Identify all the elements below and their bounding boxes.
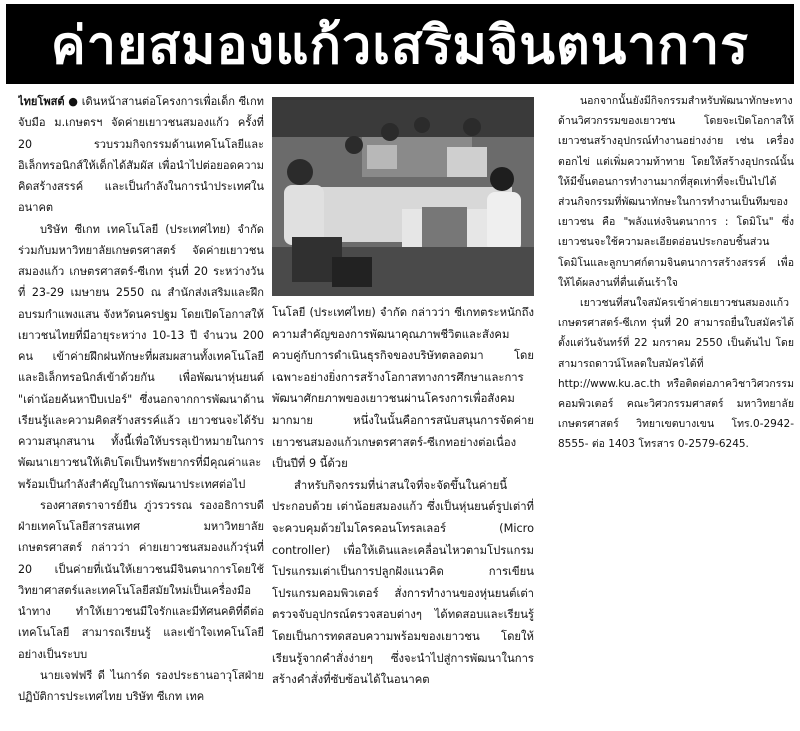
paragraph: เยาวชนที่สนใจสมัครเข้าค่ายเยาวชนสมองแก้ว เกษตรศาสตร์-ซีเกท รุ่นที่ 20 สามารถยื่นใบสมัครได้ตั้งแต่วันจันทร์ที่ 22 มกราคม 2550 เป็นต้นไป โดยสามารถดาวน์โหลดใบสมัครได้ที่ http://www.ku.ac.th หรือติดต่อภาควิชาวิศวกรรมคอมพิวเตอร์ คณะวิศวกรรมศาสตร์ มหาวิทยาลัยเกษตรศาสตร์ วิทยาเขตบางเขน โทร.0-2942-8555- ต่อ 1403 โทรสาร 0-2579-6245.: [558, 297, 794, 451]
article-column-1: [18, 91, 264, 727]
headline: ค่ายสมองแก้วเสริมจินตนาการ: [50, 15, 750, 76]
headline-banner: [6, 4, 794, 84]
paragraph: สำหรับกิจกรรมที่น่าสนใจที่จะจัดขึ้นในค่ายนี้ ประกอบด้วย เต่าน้อยสมองแก้ว ซึ่งเป็นหุ่นยนต์รูปเต่าที่จะควบคุมด้วยไมโครคอนโทรลเลอร์ (Micro controller) เพื่อให้เดินและเคลื่อนไหวตามโปรแกรม โปรแกรมเต่าเป็นการปลูกฝังแนวคิด การเขียนโปรแกรมคอมพิวเตอร์ สั่งการทำงานของหุ่นยนต์เต่า ตรวจจับอุปกรณ์ตรวจสอบต่างๆ ได้ทดสอบและเรียนรู้ โดยเป็นการทดสอบความพร้อมของเยาวชน โดยให้เรียนรู้จากคำสั่งง่ายๆ ซึ่งจะนำไปสู่การพัฒนาในการสร้างคำสั่งที่ซับซ้อนได้ในอนาคต: [272, 478, 534, 687]
article-column-2: [272, 302, 534, 727]
article-column-3: [558, 91, 794, 471]
photo-computer-lab-icon: [272, 97, 534, 296]
byline: ไทยโพสต์: [18, 95, 65, 108]
lead-paragraph: [18, 91, 264, 219]
paragraph: นายเจฟฟรี ดี ไนการ์ด รองประธานอาวุโสฝ่ายปฏิบัติการประเทศไทย บริษัท ซีเกท เทค: [18, 668, 264, 703]
paragraph: บริษัท ซีเกท เทคโนโลยี (ประเทศไทย) จำกัด ร่วมกับมหาวิทยาลัยเกษตรศาสตร์ จัดค่ายเยาวชนสมองแก้ว เกษตรศาสตร์-ซีเกท รุ่นที่ 20 ระหว่างวันที่ 23-29 เมษายน 2550 ณ สำนักส่งเสริมและฝึกอบรมกำแพงแสน จังหวัดนครปฐม โดยเปิดโอกาสให้เยาวชนไทยที่มีอายุระหว่าง 10-13 ปี จำนวน 200 คน เข้าค่ายฝึกฝนทักษะที่ผสมผสานทั้งเทคโนโลยีและอิเล็กทรอนิกส์เข้าด้วยกัน เพื่อพัฒนาหุ่นยนต์ "เต่าน้อยค้นหาปีบเปอร์" ซึ่งนอกจากการพัฒนาด้านเรียนรู้และความคิดสร้างสรรค์แล้ว เยาวชนจะได้รับความสนุกสนาน ทั้งนี้เพื่อให้บรรลุเป้าหมายในการพัฒนาเยาวชนให้เติบโตเป็นทรัพยากรที่มีคุณค่าและพร้อมเป็นกำลังสำคัญในการพัฒนาประเทศต่อไป: [18, 222, 264, 491]
paragraph: โนโลยี (ประเทศไทย) จำกัด กล่าวว่า ซีเกทตระหนักถึงความสำคัญของการพัฒนาคุณภาพชีวิตและสังคมควบคู่กับการดำเนินธุรกิจของบริษัทตลอดมา โดยเฉพาะอย่างยิ่งการสร้างโอกาสทางการศึกษาและการพัฒนาศักยภาพของเยาวชนผ่านโครงการเพื่อสังคมมากมาย หนึ่งในนั้นคือการสนับสนุนการจัดค่ายเยาวชนสมองแก้วเกษตรศาสตร์-ซีเกทอย่างต่อเนื่องเป็นปีที่ 9 นี้ด้วย: [272, 306, 534, 471]
lead-text: เดินหน้าสานต่อโครงการเพื่อเด็ก ซีเกท จับมือ ม.เกษตรฯ จัดค่ายเยาวชนสมองแก้ว ครั้งที่ 20 รวบรวมกิจกรรมด้านเทคโนโลยีและอิเล็กทรอนิกส์ให้เด็กได้สัมผัส เพื่อนำไปต่อยอดความคิดสร้างสรรค์ และเป็นกำลังในการนำประเทศในอนาคต: [18, 95, 264, 215]
paragraph: นอกจากนั้นยังมีกิจกรรมสำหรับพัฒนาทักษะทางด้านวิศวกรรมของเยาวชน โดยจะเปิดโอกาสให้เยาวชนสร้างอุปกรณ์ทำงานอย่างง่าย เช่น เครื่องตอกไข่ แต่เพิ่มความท้าทาย โดยให้สร้างอุปกรณ์นั้นให้มีขั้นตอนการทำงานมากที่สุดเท่าที่จะเป็นไปได้ ส่วนกิจกรรมที่พัฒนาทักษะในการทำงานเป็นทีมของเยาวชน คือ "พลังแห่งจินตนาการ : โดมิโน" ซึ่งเยาวชนจะใช้ความละเอียดอ่อนประกอบชิ้นส่วนโดมิโนและลูกบาศก์ตามจินตนาการสร้างสรรค์ เพื่อให้ได้ผลงานที่ตื่นเต้นเร้าใจ: [558, 95, 794, 289]
paragraph: รองศาสตราจารย์ยืน ภู่วรวรรณ รองอธิการบดีฝ่ายเทคโนโลยีสารสนเทศ มหาวิทยาลัยเกษตรศาสตร์ กล่าวว่า ค่ายเยาวชนสมองแก้วรุ่นที่ 20 เป็นค่ายที่เน้นให้เยาวชนมีจินตนาการโดยใช้วิทยาศาสตร์และเทคโนโลยีสมัยใหม่เป็นเครื่องมือนำทาง ทำให้เยาวชนมีใจรักและมีทัศนคติที่ดีต่อเทคโนโลยี สามารถเรียนรู้ และเข้าใจเทคโนโลยีอย่างเป็นระบบ: [18, 498, 264, 661]
bullet-icon: ●: [68, 95, 79, 108]
article-photo: [272, 97, 534, 296]
